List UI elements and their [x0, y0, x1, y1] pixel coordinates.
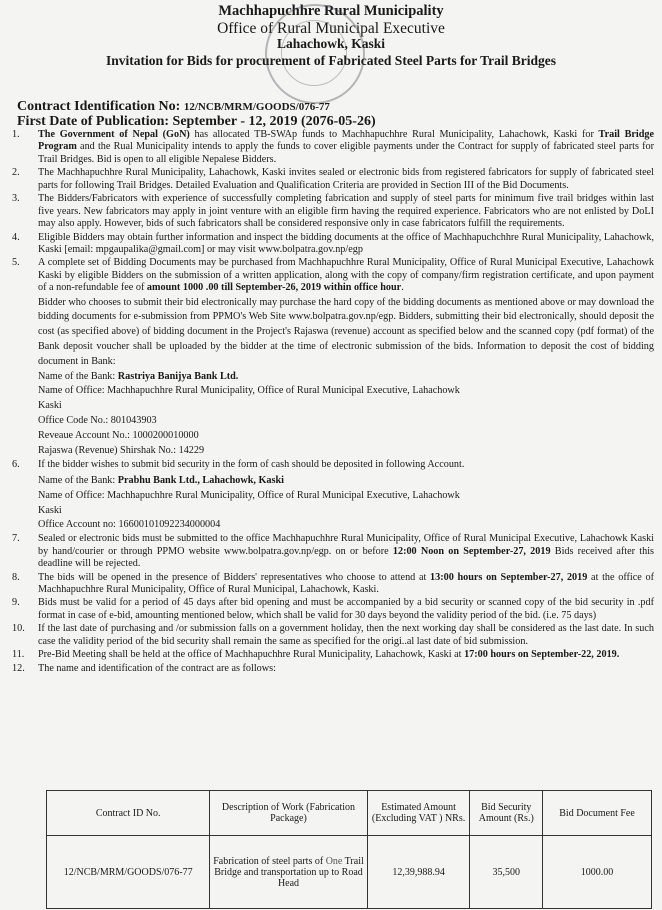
list-item: 4. Eligible Bidders may obtain further information and inspect the bidding documents at the office of Machhapuchchhre Rural Municipality, Lahachowk, Kaski [email: mpgaupalika@gmail.com] or may visit www.bolpatra.gov.np/egp [12, 231, 654, 255]
contract-identification [17, 100, 376, 129]
contract-id-value: 12/NCB/MRM/GOODS/076-77 [183, 101, 330, 113]
col-document-fee: Bid Document Fee [543, 791, 652, 836]
list-item: 8. The bids will be opened in the presence of Bidders' representatives who choose to attend at 13:00 hours on September-27, 2019 at the office of Machhapuchhre Rural Municipality, Office of Rural Municipal, Lahachowk, Kaski. [12, 571, 654, 595]
list-item: 11. Pre-Bid Meeting shall be held at the office of Machhapuchhre Rural Municipality, Lahachowk, Kaski at 17:00 hours on September-22, 2019. [12, 649, 620, 661]
list-item: 7. Sealed or electronic bids must be submitted to the office Machhapuchhre Rural Municipality, Office of Rural Municipal Executive, Lahachowk Kaski by hand/courier or through PPMO website www.bolpatra.gov.np/egp. on or before 12:00 Noon on September-27, 2019 Bids received after this deadline will be rejected. [12, 533, 654, 570]
contract-table [46, 790, 652, 909]
cell-estimated-amount: 12,39,988.94 [367, 836, 470, 909]
col-description: Description of Work (Fabrication Package) [210, 791, 367, 836]
list-item: 2. The Machhapuchhre Rural Municipality, Lahachowk, Kaski invites sealed or electronic bids from registered fabricators for supply of fabricated steel parts for following Trail Bridges. Detailed Evaluation and Qualification Criteria are provided in Section III of the Bid Documents. [12, 167, 654, 191]
bank-info-block: Bidder who chooses to submit their bid electronically may purchase the hard copy of the bidding documents as mentioned above or may download the bidding documents for e-submission from PPMO's Web Site www.bolpatra.gov.np/egp. Bidders, submitting their bid electronically, should deposit the cost (as specified above) of bidding document in the Project's Rajaswa (revenue) account as specified below and the scanned copy (pdf format) of the Bank deposit voucher shall be uploaded by the bidder at the time of electronic submission of the bids. Information to deposit the cost of bidding document in Bank: Name of the Bank: Rastriya Banijya Bank Ltd. Name of Office: Machhapuchhre Rural Municipality, Office of Rural Municipal Executive, Lahachowk Kaski Office Code No.: 801043903 Reveaue Account No.: 1000200010000 Rajaswa (Revenue) Shirshak No.: 14229 [38, 296, 654, 456]
publication-date: First Date of Publication: September - 12, 2019 (2076-05-26) [17, 113, 376, 129]
cell-document-fee: 1000.00 [543, 836, 652, 909]
list-item: 12. The name and identification of the contract are as follows: [12, 662, 276, 674]
contract-id-label: Contract Identification No: [17, 99, 184, 114]
list-item: 6. If the bidder wishes to submit bid security in the form of cash should be deposited in following Account. [12, 459, 465, 471]
list-item: 10. If the last date of purchasing and /or submission falls on a government holiday, then the next working day shall be considered as the last date. In such case the validity period of the bid security shall remain the same as specified for the origi..al last date of bid submission. [12, 623, 654, 647]
bid-notice-list [12, 129, 654, 676]
col-estimated-amount: Estimated Amount (Excluding VAT ) NRs. [367, 791, 470, 836]
bid-invitation-title: Invitation for Bids for procurement of Fabricated Steel Parts for Trail Bridges [105, 52, 557, 68]
office-name: Office of Rural Municipal Executive [217, 19, 445, 37]
list-item: 9. Bids must be valid for a period of 45 days after bid opening and must be accompanied by a bid security or scanned copy of the bid security in .pdf format in case of e-bid, amounting mentioned below, which shall be valid for 30 days beyond the validity period of the bid. (i.e. 75 days) [12, 597, 654, 621]
table-row [47, 836, 652, 909]
cell-contract-id: 12/NCB/MRM/GOODS/076-77 [47, 836, 210, 909]
col-contract-id: Contract ID No. [47, 791, 210, 836]
list-item: 5. A complete set of Bidding Documents may be purchased from Machhapuchhre Rural Municipality, Office of Rural Municipal Executive, Lahachowk Kaski by eligible Bidders on the submission of a written application, along with the copy of company/firm registration certificate, and upon payment of a non-refundable fee of amount 1000 .00 till September-26, 2019 within office hour. [12, 257, 654, 294]
list-item: 1. The Government of Nepal (GoN) has allocated TB-SWAp funds to Machhapuchhre Rural Municipality, Lahachowk, Kaski for Trail Bridge Program and the Rual Municipality intends to apply the funds to cover eligible payments under the Contract for supply of fabricated steel parts for Trail Bridges. Bid is open to all eligible Nepalese Bidders. [12, 129, 654, 165]
table-header-row [47, 791, 652, 836]
cell-bid-security: 35,500 [470, 836, 543, 909]
office-location: Lahachowk, Kaski [276, 35, 386, 51]
cash-deposit-block: Name of the Bank: Prabhu Bank Ltd., Lahachowk, Kaski Name of Office: Machhapuchhre Rural Municipality, Office of Rural Municipal Executive, Lahachowk Kaski Office Account no: 16600101092234000004 [38, 475, 460, 531]
col-bid-security: Bid Security Amount (Rs.) [470, 791, 543, 836]
list-item: 3. The Bidders/Fabricators with experience of successfully completing fabrication and supply of steel parts for minimum five trail bridges within last five years. New fabricators may apply in joint venture with an eligible firm having the required experience. Fabricators who are not enlisted by DoLI may also apply. However, bids of such fabricators shall be considered responsive only in case fabricators fulfill the requirements. [12, 193, 654, 230]
cell-description: Fabrication of steel parts of One Trail Bridge and transportation up to Road Head [210, 836, 367, 909]
municipality-name: Machhapuchhre Rural Municipality [218, 3, 444, 19]
office-seal-stamp [265, 4, 365, 104]
